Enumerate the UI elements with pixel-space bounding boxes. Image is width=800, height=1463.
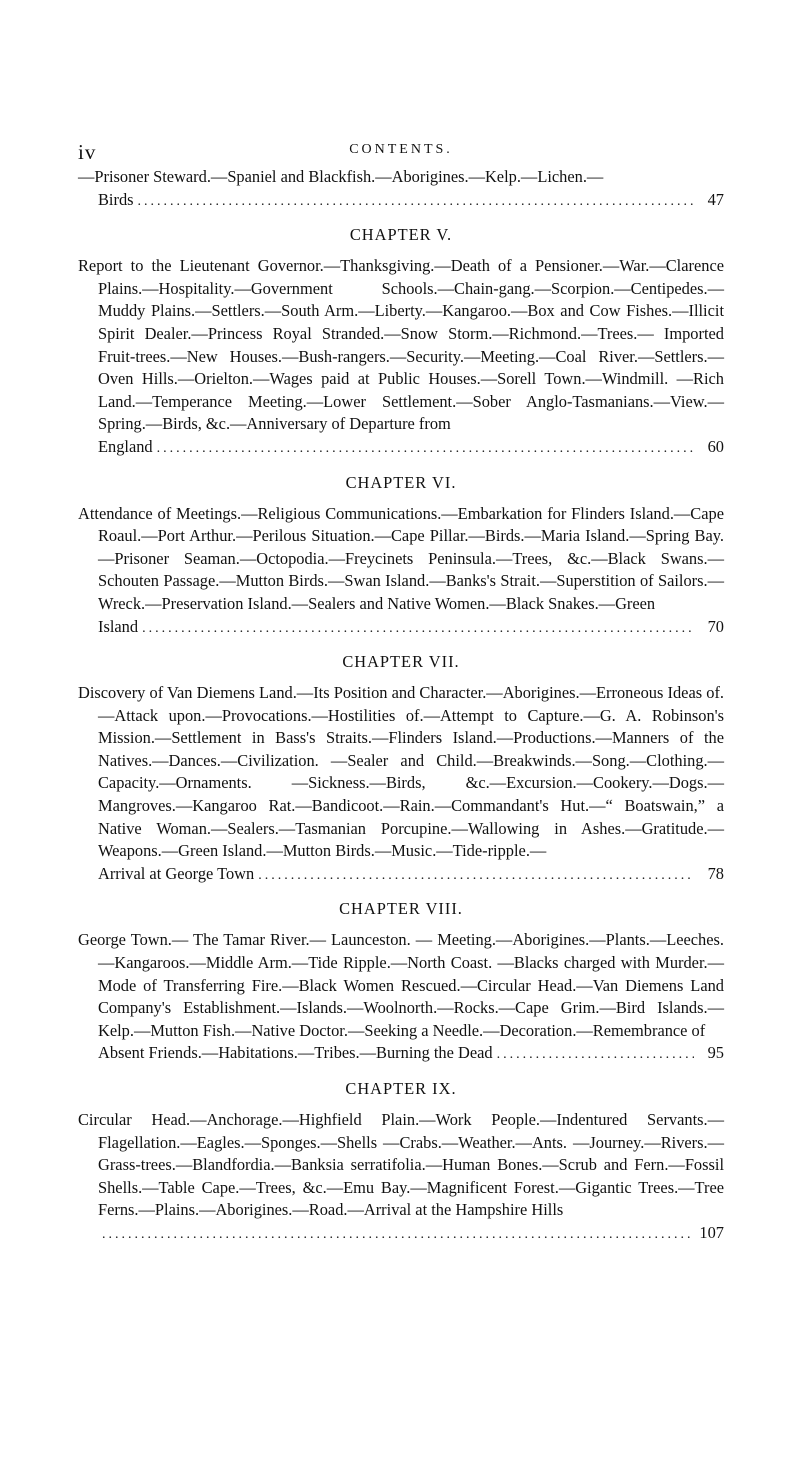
chapter-heading: CHAPTER VI.	[345, 472, 457, 492]
entry-page-number: 107	[699, 1222, 724, 1242]
dot-leader	[142, 618, 694, 641]
entry-page-number: 78	[707, 863, 724, 883]
chapter-entry	[78, 503, 724, 641]
chapter-entry	[78, 682, 724, 887]
chapter-entry	[78, 255, 724, 460]
contents-page	[78, 140, 724, 1247]
entry-text: Discovery of Van Diemens Land.—Its Position and Character.—Aborigines.—Erroneous Ideas of.—Attack upon.—Provocations.—Hostilities of.—Attempt to Capture.—G. A. Robinson's Mission.—Settlement in Bass's Straits.—Flinders Island.—Productions.—Manners of the Natives.—Dances.—Civilization. —Sealer and Child.—Breakwinds.—Song.—Clothing.—Capacity.—Ornaments. —Sickness.—Birds, &c.—Excursion.—Cookery.—Dogs.—Mangroves.—Kangaroo Rat.—Bandicoot.—Rain.—Commandant's Hut.—“ Boatswain,” a Native Woman.—Sealers.—Tasmanian Porcupine.—Wallowing in Ashes.—Gratitude.—Weapons.—Green Island.—Mutton Birds.—Music.—Tide-ripple.—	[78, 683, 724, 861]
entry-page-number: 60	[707, 436, 724, 456]
entry-last-text: Absent Friends.—Habitations.—Tribes.—Burning the Dead	[98, 1043, 493, 1063]
entry-last-text: England	[98, 436, 153, 456]
entry-leader-line	[98, 1042, 724, 1067]
entry-text: Report to the Lieutenant Governor.—Thanksgiving.—Death of a Pensioner.—War.—Clarence Plains.—Hospitality.—Government Schools.—Chain-gang.—Scorpion.—Centipedes.—Muddy Plains.—Settlers.—South Arm.—Liberty.—Kangaroo.—Box and Cow Fishes.—Illicit Spirit Dealer.—Princess Royal Stranded.—Snow Storm.—Richmond.—Trees.— Imported Fruit-trees.—New Houses.—Bush-rangers.—Security.—Meeting.—Coal River.—Settlers.—Oven Hills.—Orielton.—Wages paid at Public Houses.—Sorell Town.—Windmill. —Rich Land.—Temperance Meeting.—Lower Settlement.—Sober Anglo-Tasmanians.—View.—Spring.—Birds, &c.—Anniversary of Departure from	[78, 256, 724, 434]
entry-text: Circular Head.—Anchorage.—Highfield Plain.—Work People.—Indentured Servants.—Flagellation.—Eagles.—Sponges.—Shells —Crabs.—Weather.—Ants. —Journey.—Rivers.—Grass-trees.—Blandfordia.—Banksia serratifolia.—Human Bones.—Scrub and Fern.—Fossil Shells.—Table Cape.—Trees, &c.—Emu Bay.—Magnificent Forest.—Gigantic Trees.—Tree Ferns.—Plains.—Aborigines.—Road.—Arrival at the Hampshire Hills	[78, 1110, 724, 1220]
dot-leader	[157, 438, 694, 461]
entry-page-number: 47	[707, 189, 724, 209]
chapter-heading: CHAPTER VII.	[342, 652, 460, 672]
dot-leader	[138, 191, 694, 214]
dot-leader	[102, 1224, 694, 1247]
entry-page-number: 95	[707, 1043, 724, 1063]
entry-last-text: Island	[98, 616, 139, 636]
chapter-heading: CHAPTER VIII.	[339, 899, 463, 919]
continued-entry	[78, 166, 724, 213]
entry-page-number: 70	[707, 616, 724, 636]
entry-leader-line	[98, 189, 724, 214]
entry-last-text: Arrival at George Town	[98, 863, 255, 883]
chapter-entry	[78, 929, 724, 1067]
chapter-heading: CHAPTER IX.	[345, 1079, 457, 1098]
entry-leader-line	[98, 436, 724, 461]
entry-text: —Prisoner Steward.—Spaniel and Blackfish.—Aborigines.—Kelp.—Lichen.—	[78, 167, 604, 186]
entry-leader-line	[98, 616, 724, 641]
page-number: iv	[78, 140, 97, 164]
entry-text: George Town.— The Tamar River.— Launceston. — Meeting.—Aborigines.—Plants.—Leeches.—Kangaroos.—Middle Arm.—Tide Ripple.—North Coast. —Blacks charged with Murder.—Mode of Transferring Fire.—Black Women Rescued.—Circular Head.—Van Diemens Land Company's Establishment.—Islands.—Woolnorth.—Rocks.—Cape Grim.—Bird Islands.—Kelp.—Mutton Fish.—Native Doctor.—Seeking a Needle.—Decoration.—Remembrance of	[78, 930, 724, 1040]
dot-leader	[258, 865, 694, 888]
chapter-heading: CHAPTER V.	[349, 225, 453, 245]
entry-last-text: Birds	[98, 189, 134, 209]
entry-leader-line	[98, 863, 724, 888]
chapter-entry	[78, 1109, 724, 1247]
page-header	[78, 140, 724, 164]
running-title: CONTENTS.	[349, 142, 453, 157]
dot-leader	[497, 1044, 694, 1067]
entry-leader-line	[98, 1222, 724, 1247]
entry-text: Attendance of Meetings.—Religious Communications.—Embarkation for Flinders Island.—Cape Roaul.—Port Arthur.—Perilous Situation.—Cape Pillar.—Birds.—Maria Island.—Spring Bay.—Prisoner Seaman.—Octopodia.—Freycinets Peninsula.—Trees, &c.—Black Swans.—Schouten Passage.—Mutton Birds.—Swan Island.—Banks's Strait.—Superstition of Sailors.—Wreck.—Preservation Island.—Sealers and Native Women.—Black Snakes.—Green	[78, 503, 724, 613]
